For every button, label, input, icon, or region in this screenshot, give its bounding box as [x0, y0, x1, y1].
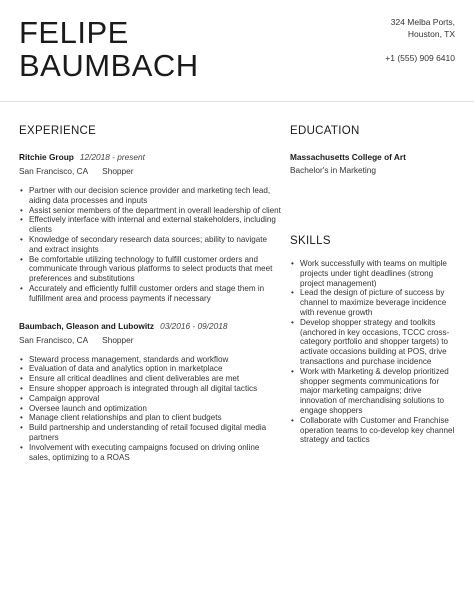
bullet-item: • Effectively interface with internal and external stakeholders, including clients [19, 215, 281, 235]
job-location: San Francisco, CA [19, 334, 89, 345]
skill-item: • Lead the design of picture of success by channel to maximize beverage incidence with revenue growth [290, 288, 456, 317]
school-name: Massachusetts College of Art [290, 152, 406, 162]
header-divider [0, 101, 474, 102]
bullet-item: • Partner with our decision science provider and marketing tech lead, aiding data processes and inputs [19, 186, 281, 206]
education-heading: EDUCATION [290, 125, 360, 137]
phone-number: +1 (555) 909 6410 [385, 53, 455, 63]
bullet-item: • Knowledge of secondary research data sources; ability to navigate and extract insights [19, 235, 281, 255]
education-section [290, 152, 456, 176]
skills-section [290, 253, 456, 445]
bullet-item: • Steward process management, standards and workflow [19, 355, 281, 365]
bullet-item: • Ensure shopper approach is integrated through all digital tactics [19, 384, 281, 394]
bullet-item: • Be comfortable utilizing technology to fulfill customer orders and communicate through various platforms to select products that meet preferences and substitutions [19, 255, 281, 284]
bullet-item: • Evaluation of data and analytics option in marketplace [19, 364, 281, 374]
address-line-2: Houston, TX [407, 28, 455, 39]
skills-list [290, 259, 456, 445]
job-bullets [19, 186, 281, 304]
bullet-item: • Campaign approval [19, 394, 281, 404]
skill-item: • Work with Marketing & develop prioritized shopper segments communications for major marketing campaigns; drive innovation of merchandising solutions to engage shoppers [290, 367, 456, 416]
bullet-item: • Assist senior members of the department in overall leadership of client [19, 206, 281, 216]
candidate-name [19, 16, 199, 82]
job-bullets [19, 355, 281, 463]
job-dates: 03/2016 - 09/2018 [160, 320, 228, 331]
degree: Bachelor's in Marketing [290, 165, 376, 175]
job-role: Shopper [102, 166, 134, 176]
bullet-item: • Oversee launch and optimization [19, 404, 281, 414]
contact-info [385, 17, 455, 65]
address-line-1: 324 Melba Ports, [390, 17, 455, 27]
bullet-item: • Accurately and efficiently fulfill customer orders and stage them in fulfillment area and process payments if necessary [19, 284, 281, 304]
bullet-item: • Involvement with executing campaigns focused on driving online sales, optimizing to a ROAS [19, 443, 281, 463]
job-dates: 12/2018 - present [79, 152, 145, 162]
company-name: Ritchie Group [19, 152, 74, 162]
experience-heading: EXPERIENCE [19, 125, 97, 137]
resume-header [0, 0, 474, 102]
company-name: Baumbach, Gleason and Lubowitz [19, 320, 155, 331]
experience-section [19, 152, 281, 462]
job-entry [19, 152, 281, 304]
first-name: FELIPE [19, 15, 129, 50]
skills-heading: SKILLS [290, 235, 331, 247]
bullet-item: • Build partnership and understanding of retail focused digital media partners [19, 423, 281, 443]
skill-item: • Develop shopper strategy and toolkits (anchored in key occasions, TCCC cross-category portfolio and shopper targets) to activate occasions building at POS, drive transactions and purchase incidence [290, 318, 456, 367]
job-role: Shopper [102, 334, 134, 345]
skill-item: • Collaborate with Customer and Franchise operation teams to co-develop key channel strategy and tactics [290, 416, 456, 445]
bullet-item: • Manage client relationships and plan to client budgets [19, 413, 281, 423]
last-name: BAUMBACH [19, 48, 199, 83]
job-entry [19, 321, 281, 463]
skill-item: • Work successfully with teams on multiple projects under tight deadlines (strong project management) [290, 259, 456, 288]
bullet-item: • Ensure all critical deadlines and client deliverables are met [19, 374, 281, 384]
job-location: San Francisco, CA [19, 166, 89, 176]
